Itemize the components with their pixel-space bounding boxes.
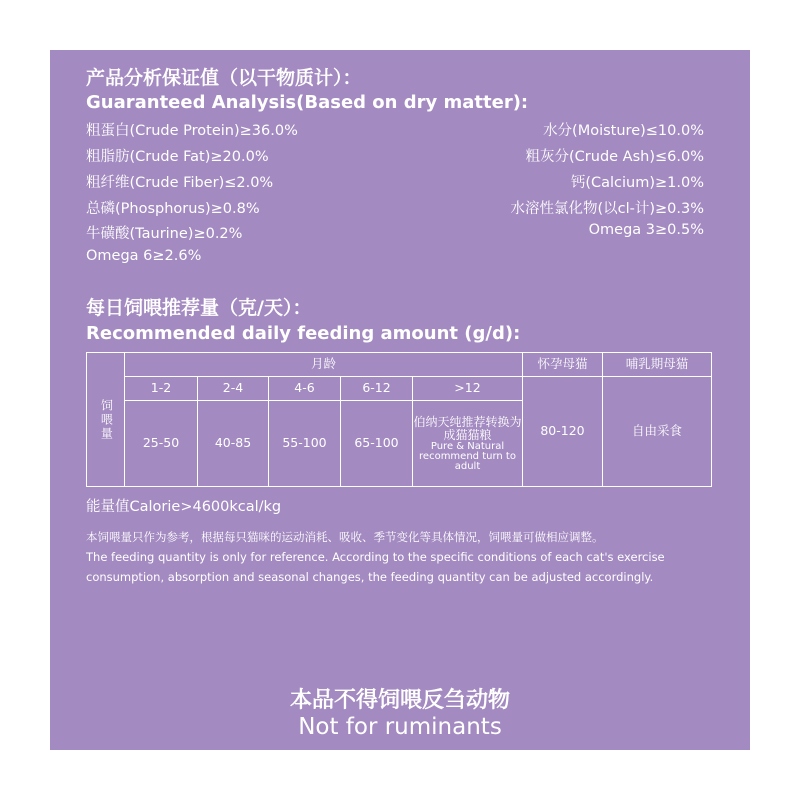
analysis-row xyxy=(86,248,704,272)
analysis-right: Omega 3≥0.5% xyxy=(588,222,704,238)
analysis-right: 水分(Moisture)≤10.0% xyxy=(543,123,704,139)
pregnant-header: 怀孕母猫 xyxy=(523,353,603,377)
analysis-row xyxy=(86,171,704,195)
info-panel xyxy=(50,50,750,750)
analysis-left: 粗纤维(Crude Fiber)≤2.0% xyxy=(86,175,274,191)
analysis-row xyxy=(86,197,704,221)
age-cell: 6-12 xyxy=(341,377,413,401)
analysis-row xyxy=(86,222,704,246)
age-cell: >12 xyxy=(413,377,523,401)
warning-cn: 本品不得饲喂反刍动物 xyxy=(289,688,510,713)
analysis-right: 水溶性氯化物(以cl-计)≥0.3% xyxy=(510,201,704,217)
amount-cell: 25-50 xyxy=(125,401,198,487)
lactating-value: 自由采食 xyxy=(603,377,712,487)
adult-note-en: Pure & Natural recommend turn to adult xyxy=(419,440,516,472)
analysis-row xyxy=(86,119,704,143)
feeding-title-cn: 每日饲喂推荐量（克/天）： xyxy=(86,297,312,319)
adult-note-cn: 伯纳天纯推荐转换为成猫猫粮 xyxy=(413,414,522,442)
age-header: 月龄 xyxy=(125,353,523,377)
age-cell: 4-6 xyxy=(269,377,341,401)
adult-note-cell xyxy=(413,401,523,487)
amount-cell: 65-100 xyxy=(341,401,413,487)
disclaimer-cn: 本饲喂量只作为参考，根据每只猫咪的运动消耗、吸收、季节变化等具体情况，饲喂量可做相应调整。 xyxy=(86,530,604,544)
disclaimer-en-2: consumption, absorption and seasonal changes, the feeding quantity can be adjusted accordingly. xyxy=(86,570,654,584)
analysis-left: 牛磺酸(Taurine)≥0.2% xyxy=(86,226,243,242)
calorie-text: 能量值Calorie>4600kcal/kg xyxy=(86,499,282,515)
amount-cell: 55-100 xyxy=(269,401,341,487)
analysis-left: 总磷(Phosphorus)≥0.8% xyxy=(86,201,260,217)
amount-cell: 40-85 xyxy=(198,401,269,487)
row-label-cell xyxy=(87,353,125,487)
disclaimer-en-1: The feeding quantity is only for reference. According to the specific conditions of each cat's exercise xyxy=(86,550,665,564)
feeding-table xyxy=(86,352,712,487)
guaranteed-title-en: Guaranteed Analysis(Based on dry matter): xyxy=(86,92,529,113)
analysis-left: 粗脂肪(Crude Fat)≥20.0% xyxy=(86,149,269,165)
guaranteed-title-cn: 产品分析保证值（以干物质计）： xyxy=(86,67,362,89)
warning-en: Not for ruminants xyxy=(298,714,502,740)
analysis-right: 粗灰分(Crude Ash)≤6.0% xyxy=(525,149,704,165)
lactating-header: 哺乳期母猫 xyxy=(603,353,712,377)
analysis-right: 钙(Calcium)≥1.0% xyxy=(570,175,704,191)
age-cell: 2-4 xyxy=(198,377,269,401)
feeding-title-en: Recommended daily feeding amount (g/d): xyxy=(86,323,521,344)
analysis-left: 粗蛋白(Crude Protein)≥36.0% xyxy=(86,123,298,139)
pregnant-value: 80-120 xyxy=(523,377,603,487)
row-label: 饲喂量 xyxy=(99,398,114,441)
analysis-left: Omega 6≥2.6% xyxy=(86,248,202,264)
analysis-row xyxy=(86,145,704,169)
age-cell: 1-2 xyxy=(125,377,198,401)
